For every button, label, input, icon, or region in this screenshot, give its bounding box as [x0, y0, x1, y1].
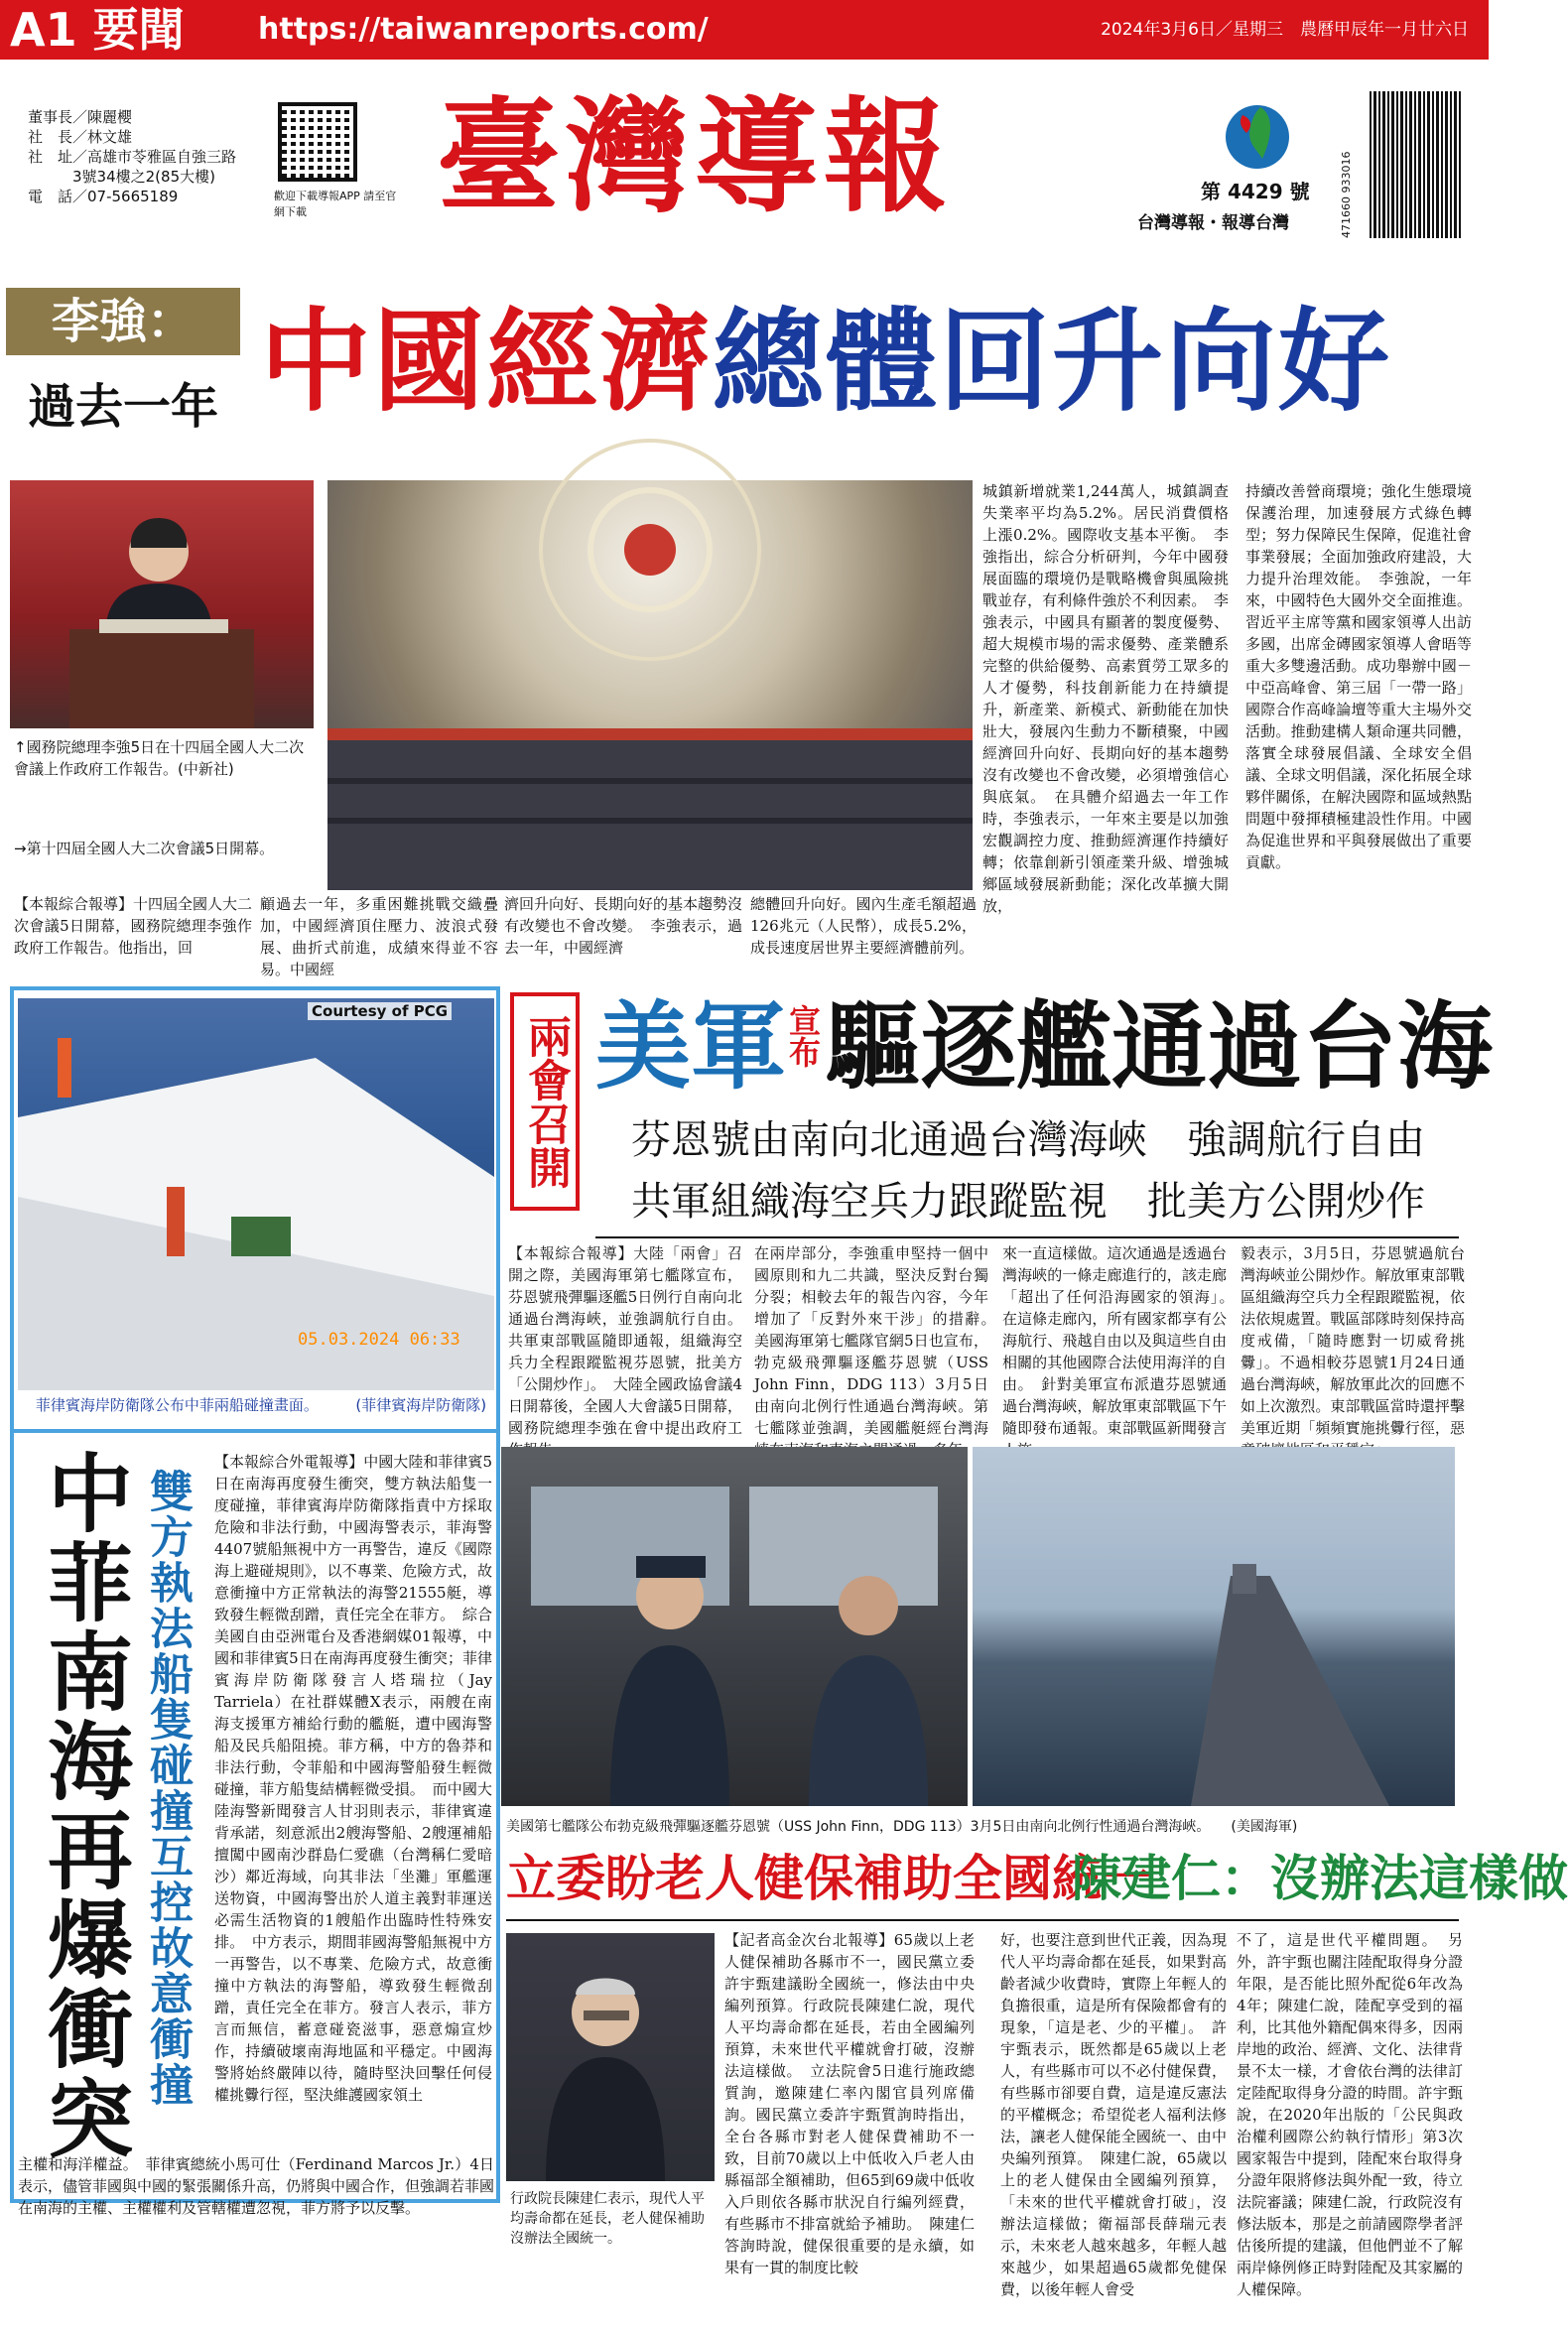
story4-headline[interactable]: 立委盼老人健保補助全國統一 — [506, 1849, 1151, 1907]
story3-headline[interactable]: 中菲南海再爆衝突 — [33, 1449, 133, 2163]
story2-column: 毅表示，3月5日，芬恩號過航台灣海峽並公開炒作。解放軍東部戰區組織海空兵力全程跟蹤監視，依法依規處置。戰區部隊時刻保持高度戒備，「隨時應對一切威脅挑釁」。不過相較芬恩號1月24日通過台灣海峽，解放軍此次的回應不如上次激烈。東部戰區當時還抨擊美軍近期「頻頻實施挑釁行徑，惡 — [1241, 1244, 1465, 1437]
story1-column: 【本報綜合報導】十四屆全國人大二次會議5日開幕，國務院總理李強作政府工作報告。他指出，回 — [14, 895, 253, 957]
issue-date: 2024年3月6日／星期三 農曆甲辰年一月廿六日 — [1101, 20, 1469, 40]
story4-column: 好，也要注意到世代正義，因為現代人平均壽命都在延長，如果對高齡者減少收費時，實際上年輕人的負擔很重，這是所有保險都會有的現象，「這是老、少的平權」。 許宇甄表示，既然都是65歲以上老人，有些縣市可以不必付健保費，有些縣市卻要自費，這是違反憲法的平權概念；希望從老人福利法修法，讓老人健保能全國統一、由中央編列預算。 陳建仁說，65歲以上的老人健保由全國編列預算，「未來的世代平權就會打破」，沒辦法這樣做；衛福部長薛瑞元表示，未來老人越來越多，年輕人越來越少，如果超過65歲都免健保費，以後年輕人會受 — [1000, 1931, 1227, 2298]
story1-kicker: 李強： — [6, 288, 240, 355]
story3-column: 【本報綜合外電報導】中國大陸和菲律賓5日在南海再度發生衝突，雙方執法船隻一度碰撞，菲律賓海岸防衛隊指責中方採取危險和非法行動，中國海警表示，菲海警4407號船無視中方一再警告，違反《國際海上避碰規則》，以不專業、危險方式，故意衝撞中方正常執法的海警21555艇，導致發生輕微刮蹭，責任完全在菲方。 綜合美國自由亞洲電台及香港網媒01報導，中國和菲律賓5日在南海再度發生衝突；菲律賓海岸防衛隊發言人塔瑞拉（Jay Tarriela）在社群媒體X表示，兩艘在南海支援軍方補給行動的艦艇，遭中國海警船及民兵船阻撓。菲方稱，中方的魯莽和非法行動，令菲船和中國海警船發生輕微碰撞，菲方船隻結構輕微受損。 而中國大陸海警新聞發言人甘羽則表示，菲律賓違背承諾，刻意派出2艘海警船、2艘運補船擅闖中國南沙群島仁愛礁（台灣稱仁愛暗沙）鄰近海域，向其非法「坐灘」軍艦運送物資，中國海警出於人道主義對菲運送必需生活物資的1艘船作出臨時性特殊安排。 中方表示，期間菲國海警船無視中方一再警告，以不專業、危險方式，故意衝撞中方執法的海警船，導致發生輕微刮蹭，責任完全在菲方。發言人表示，菲方言而無信，蓄意碰瓷滋事，惡意煽宣炒作，持續破壞南海地區和平穩定。中國海警將始終嚴陣以待，隨時堅決回擊任何侵權挑釁行徑，堅決維護國家領土 — [214, 1453, 492, 2104]
destroyer-icon — [973, 1447, 1455, 1806]
story2-column: 在兩岸部分，李強重申堅持一個中國原則和九二共識，堅決反對台獨分裂；相較去年的報告內容，今年增加了「反對外來干涉」的措辭。 美國海軍第七艦隊官網5日也宣布，勃克級飛彈驅逐艦芬恩號（USS John Finn，DDG 113）3月5日由南向北例行性通過台灣海峽。第七艦隊並強調，美國艦艇經台灣海 — [754, 1244, 988, 1437]
photo-great-hall[interactable] — [327, 480, 973, 890]
story1-headline[interactable] — [260, 288, 1391, 437]
story1-column: 總體回升向好。國內生產毛額超過126兆元（人民幣），成長5.2%，成長速度居世界主要經濟體前列。 — [750, 895, 977, 957]
story1-column: 城鎮新增就業1,244萬人，城鎮調查失業率平均為5.2%。居民消費價格上漲0.2%。國際收支基本平衡。 李強指出，綜合分析研判，今年中國發展面臨的環境仍是戰略機會與風險挑戰並存，有利條件強於不利因素。 李強表示，中國具有顯著的製度優勢、超大規模市場的需求優勢、產業體系完整的供給優勢、高素質勞工眾多的人才優勢，科技創新能力在持續提升，新產業、新模式、新動能在加快壯大，發展內生動力不斷積聚，中國經濟回升向好、長期向好的基本趨勢沒有改變也不會改變，必須增強信心與底氣。 在具體介紹過去一年工作時，李強表示，一年來主要是以加強宏觀調控力度、推動經濟運作持續好轉；依靠創新引領產業升級、增強城鄉區域發展新動能；深化改革擴大開放， — [982, 482, 1229, 915]
section-label: A1 要聞 — [10, 3, 185, 57]
story2-headline-small: 宣布 — [784, 1004, 822, 1068]
story2-headline[interactable] — [595, 982, 1493, 1111]
story1-column: 濟回升向好、長期向好的基本趨勢沒有改變也不會改變。 李強表示，過去一年，中國經濟 — [504, 895, 743, 957]
hall-scene-icon — [327, 480, 973, 890]
paper-name-logo: 臺灣導報 — [437, 85, 954, 229]
staff-info — [28, 107, 246, 206]
site-url-link[interactable]: https://taiwanreports.com/ — [258, 12, 709, 47]
bridge-crew-icon — [501, 1447, 968, 1806]
photo-ship-bridge[interactable] — [501, 1447, 968, 1806]
caption-hall: →第十四屆全國人大二次會議5日開幕。 — [14, 840, 275, 857]
story1-headline-blue: 總體回升向好 — [713, 297, 1391, 427]
story4-headline-quote[interactable]: 陳建仁：沒辦法這樣做 — [1072, 1849, 1568, 1907]
photo-premier-cho[interactable] — [506, 1933, 715, 2181]
divider — [10, 1429, 500, 1433]
staff-line: 3號34樓之2(85大樓) — [28, 168, 215, 186]
story2-headline-part2: 驅逐艦通過台海 — [826, 990, 1493, 1102]
story3-subhead: 雙方執法船隻碰撞互控故意衝撞 — [142, 1469, 193, 2108]
story2-column: 【本報綜合報導】大陸「兩會」召開之際，美國海軍第七艦隊宣布，芬恩號飛彈驅逐艦5日例行自南向北通過台灣海峽，並強調航行自由。共軍東部戰區隨即通報，組織海空兵力全程跟蹤監視芬恩號，批美方「公開炒作」。 大陸全國政協會議4日開幕後，全國人大會議5日開幕，國務院總理李強在會中提出政府工 — [508, 1244, 742, 1437]
caption-coast-guard: 菲律賓海岸防衛隊公布中菲兩船碰撞畫面。 (菲律賓海岸防衛隊) — [35, 1396, 487, 1414]
divider — [506, 1919, 1459, 1921]
photo-credit: Courtesy of PCG — [308, 1002, 452, 1020]
divider — [595, 1236, 1459, 1238]
photo-premier-speech[interactable] — [10, 480, 314, 728]
slogan: 台灣導報・報導台灣 — [1137, 213, 1289, 233]
barcode-number: 471660 933016 — [1340, 151, 1353, 238]
photo-destroyer-at-sea[interactable] — [973, 1447, 1455, 1806]
issue-number: 第 4429 號 — [1201, 180, 1310, 203]
story4-column: 不了，這是世代平權問題。 另外，許宇甄也關注陸配取得身分證年限，是否能比照外配從6年改為4年；陳建仁說，陸配享受到的福利，比其他外籍配偶來得多，因兩岸地的政治、經濟、文化、法律背景不太一樣，才會依台灣的法律訂定陸配取得身分證的時間。許宇甄說，在2020年出版的「公民與政治權利國際公約執行情形」第3次國家報告中提到，陸配來台取得身分證年限將修法與外配一致，待立法院審議；陳建仁說，行政院沒有修法版本，那是之前請國際學者評估後所提的建議，但他們並不了解兩岸條例修正時對陸配及其家屬的人權保障。 — [1237, 1931, 1463, 2298]
staff-line: 社 址／高雄市苓雅區自強三路 — [28, 148, 237, 166]
story1-column: 顧過去一年，多重困難挑戰交織疊加，中國經濟頂住壓力、波浪式發展、曲折式前進，成績來得並不容易。中國經 — [260, 895, 498, 978]
story1-column: 持續改善營商環境；強化生態環境保護治理，加速發展方式綠色轉型；努力保障民生保障，促進社會事業發展；全面加強政府建設，大力提升治理效能。 李強說，一年來，中國特色大國外交全面推進。習近平主席等黨和國家領導人出訪多國，出席金磚國家領導人會晤等重大多雙邊活動。成功舉辦中國－中亞高峰會、第三屆「一帶一路」國際合作高峰論壇等重大主場外交活動。推動建構人類命運共同體，落實全球發展倡議、全球安全倡議、全球文明倡議，深化拓展全球夥伴關係，在解決國際和區域熱點問題中發揮積極建設性作用。中國為促進世界和平與發展做出了重要貢獻。 — [1245, 482, 1472, 871]
caption-premier: ↑國務院總理李強5日在十四屆全國人大二次會議上作政府工作報告。(中新社) — [14, 738, 305, 778]
story2-subhead: 芬恩號由南向北通過台灣海峽 強調航行自由 — [631, 1117, 1425, 1163]
story2-subhead: 共軍組織海空兵力跟蹤監視 批美方公開炒作 — [631, 1179, 1425, 1225]
story2-headline-part1: 美軍 — [595, 990, 786, 1102]
official-figure-icon — [506, 1933, 715, 2181]
barcode — [1370, 91, 1461, 238]
story2-tag: 兩會召開 — [510, 992, 580, 1211]
staff-line: 社 長／林文雄 — [28, 128, 133, 146]
story2-column: 來一直這樣做。這次通過是透過台灣海峽的一條走廊進行的，該走廊「超出了任何沿海國家的領海」。 在這條走廊內，所有國家都享有公海航行、飛越自由以及與這些自由相關的其他國際合法使用海洋的自由。 針對美軍宣布派遣芬恩號通過台灣海峽，解放軍東部戰區下午隨即發布通報。東部戰區新聞發言 — [1002, 1244, 1227, 1437]
photo-timestamp: 05.03.2024 06:33 — [298, 1330, 460, 1350]
premier-figure-icon — [10, 480, 314, 728]
taiwan-logo-icon — [1223, 97, 1292, 177]
caption-ship: 美國第七艦隊公布勃克級飛彈驅逐艦芬恩號（USS John Finn，DDG 113）3月5日由南向北例行性通過台灣海峽。 (美國海軍) — [506, 1819, 1298, 1835]
story3-column: 主權和海洋權益。 菲律賓總統小馬可仕（Ferdinand Marcos Jr.）4日表示，儘管菲國與中國的緊張關係升高，仍將與中國合作，但強調若菲國在南海的主權、主權權利及管轄權遭忽視，菲方將予以反擊。 — [18, 2155, 495, 2217]
qr-caption: 歡迎下載導報APP 請至官網下載 — [274, 190, 397, 218]
qr-code[interactable] — [278, 102, 357, 182]
story1-kicker-sub: 過去一年 — [27, 379, 218, 435]
staff-line: 董事長／陳麗櫻 — [28, 108, 133, 126]
story1-headline-red: 中國經濟 — [260, 297, 713, 427]
story4-column: 【記者高金次台北報導】65歲以上老人健保補助各縣市不一，國民黨立委許宇甄建議盼全國統一，修法由中央編列預算。行政院長陳建仁說，現代人平均壽命都在延長，若由全國編列預算，未來世代平權就會打破，沒辦法這樣做。 立法院會5日進行施政總質詢，邀陳建仁率內閣官員列席備詢。國民黨立委許宇甄質詢時指出，全台各縣市對老人健保費補助不一致，目前70歲以上中低收入戶老人由縣福部全額補助，但65到69歲中低收入戶則依各縣市狀況自行編列經費，有些縣市不排富就給予補助。 陳建仁答詢時說，健保很重要的是永續，如果有一貫的制度比較 — [724, 1931, 975, 2276]
caption-official: 行政院長陳建仁表示，現代人平均壽命都在延長，老人健保補助沒辦法全國統一。 — [510, 2191, 705, 2247]
staff-line: 電 話／07-5665189 — [28, 188, 179, 205]
